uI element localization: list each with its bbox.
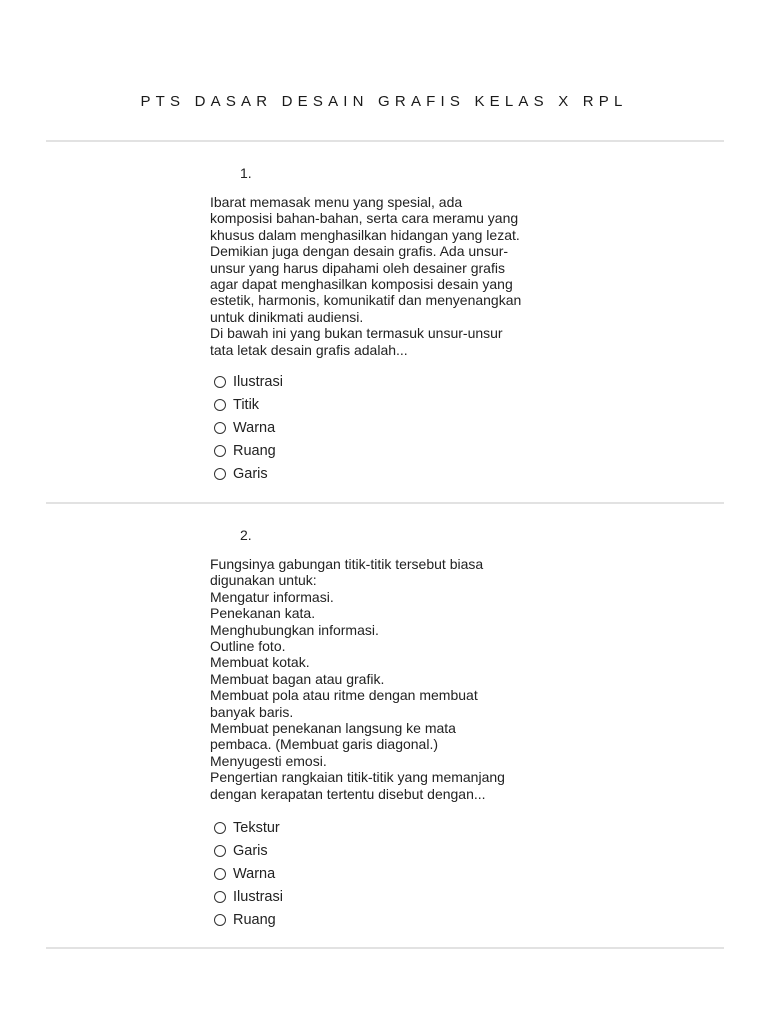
divider bbox=[46, 140, 724, 142]
radio-button-icon[interactable] bbox=[214, 891, 226, 903]
divider bbox=[46, 947, 724, 949]
radio-button-icon[interactable] bbox=[214, 868, 226, 880]
radio-button-icon[interactable] bbox=[214, 822, 226, 834]
question-number: 2. bbox=[240, 527, 252, 543]
option-label: Ilustrasi bbox=[233, 373, 283, 390]
answer-option[interactable] bbox=[214, 839, 283, 862]
question-text: Ibarat memasak menu yang spesial, ada komposisi bahan-bahan, serta cara meramu yang khusus dalam menghasilkan hidangan yang lezat. Demikian juga dengan desain grafis. Ada unsur- unsur yang harus dipahami oleh desainer grafis agar dapat menghasilkan komposisi desain yang estetik, harmonis, komunikatif dan menyenangkan untuk dinikmati audiensi. Di bawah ini yang bukan termasuk unsur-unsur tata letak desain grafis adalah... bbox=[210, 194, 522, 358]
answer-options bbox=[214, 816, 283, 931]
answer-options bbox=[214, 370, 283, 485]
radio-button-icon[interactable] bbox=[214, 399, 226, 411]
radio-button-icon[interactable] bbox=[214, 468, 226, 480]
option-label: Garis bbox=[233, 842, 268, 859]
answer-option[interactable] bbox=[214, 885, 283, 908]
radio-button-icon[interactable] bbox=[214, 376, 226, 388]
answer-option[interactable] bbox=[214, 908, 283, 931]
answer-option[interactable] bbox=[214, 439, 283, 462]
option-label: Ruang bbox=[233, 442, 276, 459]
question-number: 1. bbox=[240, 165, 252, 181]
radio-button-icon[interactable] bbox=[214, 445, 226, 457]
option-label: Titik bbox=[233, 396, 260, 413]
answer-option[interactable] bbox=[214, 462, 283, 485]
answer-option[interactable] bbox=[214, 393, 283, 416]
question-text: Fungsinya gabungan titik-titik tersebut biasa digunakan untuk: Mengatur informasi. Penekanan kata. Menghubungkan informasi. Outline foto. Membuat kotak. Membuat bagan atau grafik. Membuat pola atau ritme dengan membuat banyak baris. Membuat penekanan langsung ke mata pembaca. (Membuat garis diagonal.) Menyugesti emosi. Pengertian rangkaian titik-titik yang memanjang dengan kerapatan tertentu disebut dengan... bbox=[210, 556, 505, 802]
radio-button-icon[interactable] bbox=[214, 422, 226, 434]
radio-button-icon[interactable] bbox=[214, 845, 226, 857]
option-label: Warna bbox=[233, 865, 276, 882]
page-title: PTS DASAR DESAIN GRAFIS KELAS X RPL bbox=[140, 93, 628, 110]
answer-option[interactable] bbox=[214, 862, 283, 885]
option-label: Warna bbox=[233, 419, 276, 436]
option-label: Garis bbox=[233, 465, 268, 482]
answer-option[interactable] bbox=[214, 416, 283, 439]
radio-button-icon[interactable] bbox=[214, 914, 226, 926]
answer-option[interactable] bbox=[214, 370, 283, 393]
option-label: Ilustrasi bbox=[233, 888, 283, 905]
answer-option[interactable] bbox=[214, 816, 283, 839]
option-label: Tekstur bbox=[233, 819, 280, 836]
divider bbox=[46, 502, 724, 504]
option-label: Ruang bbox=[233, 911, 276, 928]
